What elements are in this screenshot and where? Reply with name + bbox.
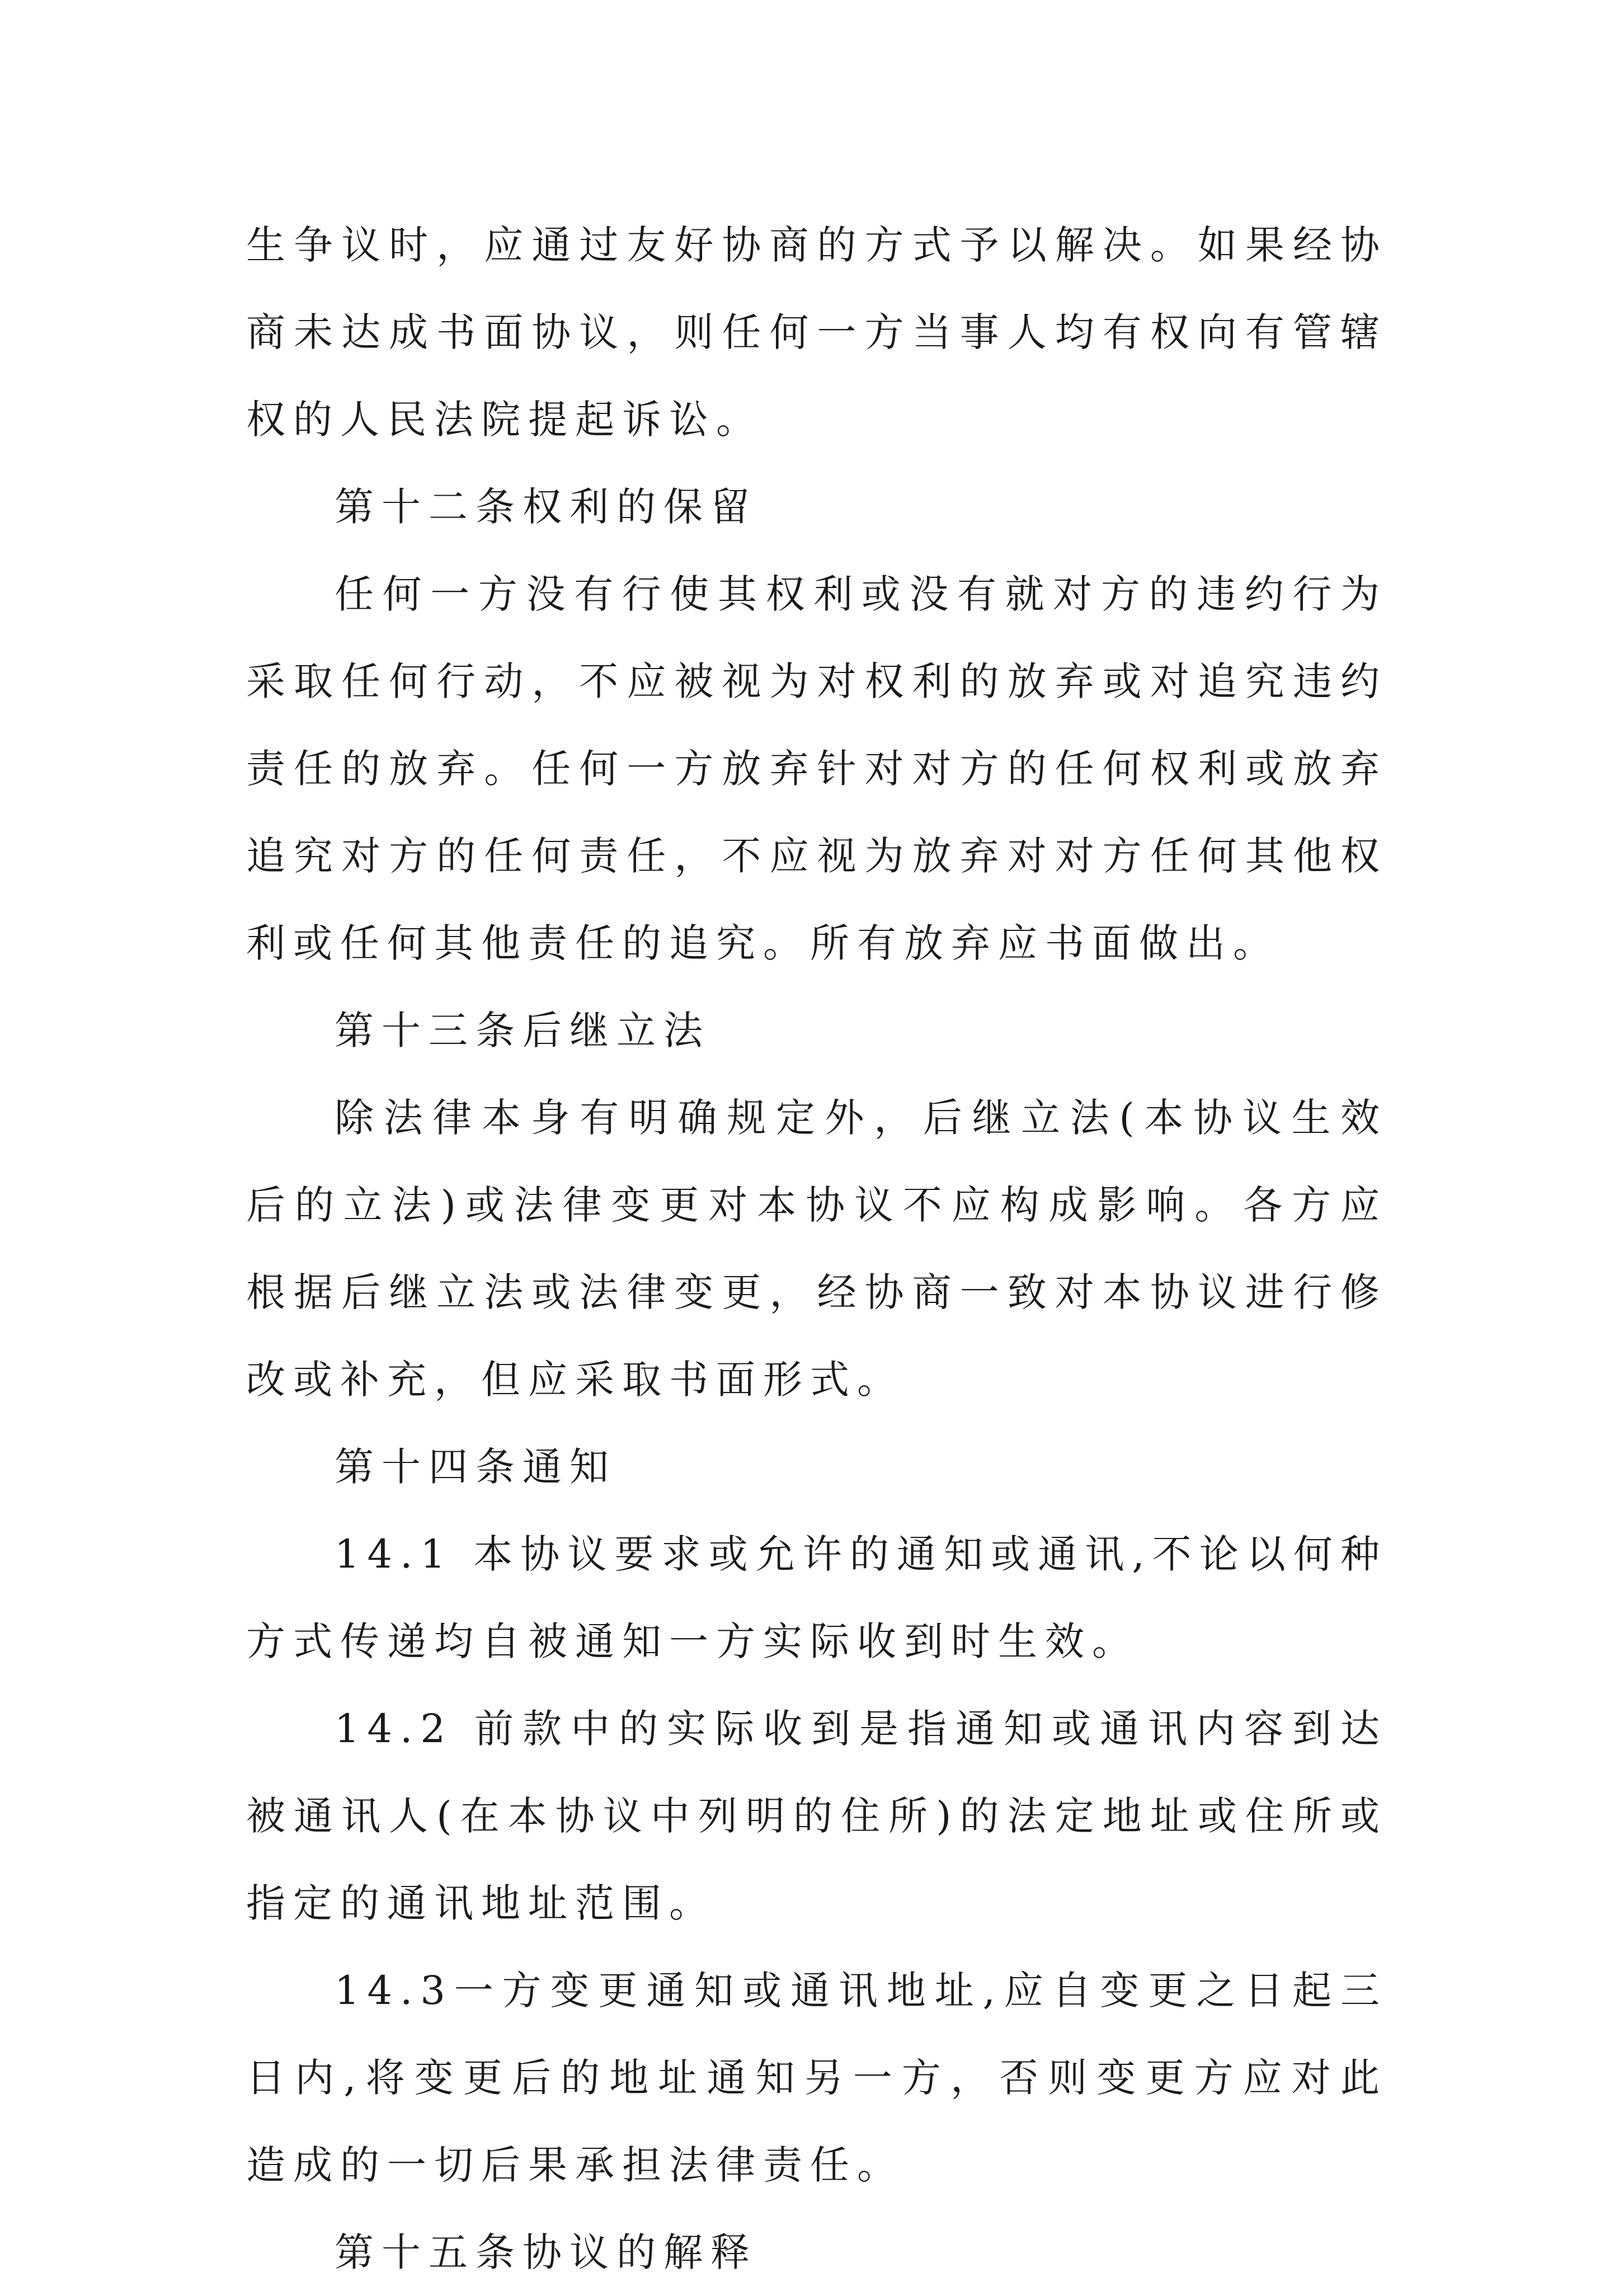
heading-article-13: 第十三条后继立法 xyxy=(335,1008,710,1053)
paragraph-subsequent-legislation: 除法律本身有明确规定外，后继立法(本协议生效后的立法)或法律变更对本协议不应构成影响。各方应根据后继立法或法律变更，经协商一致对本协议进行修改或补充，但应采取书面形式。 xyxy=(246,1095,1387,1403)
document-body xyxy=(246,201,1387,2296)
paragraph-reservation-of-rights: 任何一方没有行使其权利或没有就对方的违约行为采取任何行动，不应被视为对权利的放弃或对追究违约责任的放弃。任何一方放弃针对对方的任何权利或放弃追究对方的任何责任，不应视为放弃对对方任何其他权利或任何其他责任的追究。所有放弃应书面做出。 xyxy=(246,571,1387,966)
heading-article-15: 第十五条协议的解释 xyxy=(335,2229,757,2275)
paragraph-notice-14-1: 14.1 本协议要求或允许的通知或通讯,不论以何种方式传递均自被通知一方实际收到时生效。 xyxy=(246,1531,1387,1664)
paragraph-notice-14-3: 14.3一方变更通知或通讯地址,应自变更之日起三日内,将变更后的地址通知另一方，否则变更方应对此造成的一切后果承担法律责任。 xyxy=(246,1968,1387,2188)
paragraph-dispute-resolution: 生争议时，应通过友好协商的方式予以解决。如果经协商未达成书面协议，则任何一方当事人均有权向有管辖权的人民法院提起诉讼。 xyxy=(246,222,1387,443)
heading-article-12: 第十二条权利的保留 xyxy=(335,484,757,530)
paragraph-notice-14-2: 14.2 前款中的实际收到是指通知或通讯内容到达被通讯人(在本协议中列明的住所)的法定地址或住所或指定的通讯地址范围。 xyxy=(246,1706,1387,1926)
heading-article-14: 第十四条通知 xyxy=(335,1444,616,1490)
